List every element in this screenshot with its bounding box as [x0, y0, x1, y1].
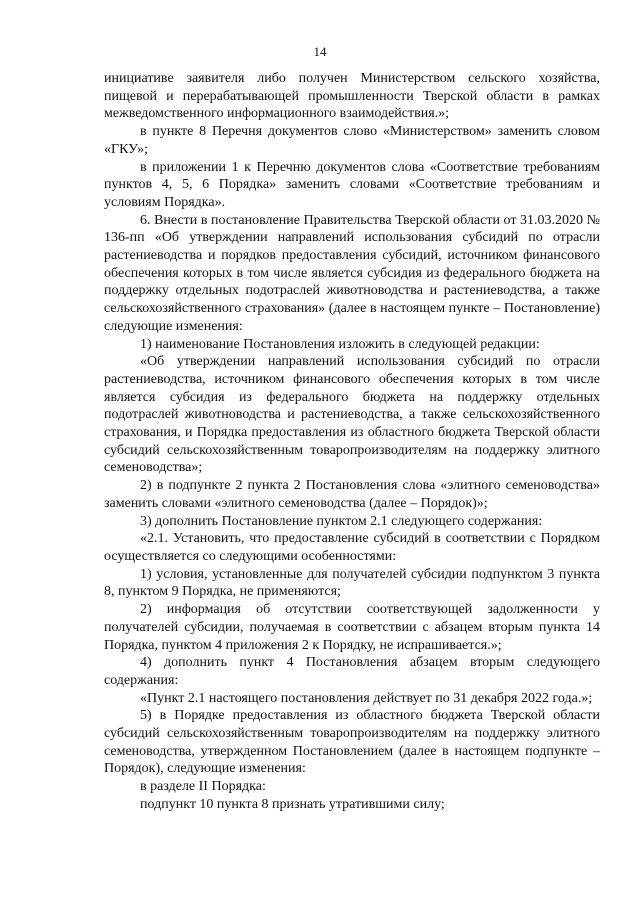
paragraph: 5) в Порядке предоставления из областного бюджета Тверской области субсидий сельскохозяйственным товаропроизводителям на поддержку элитного семеноводства, утвержденном Постановлением (далее в настоящем подпункте – Порядок), следующие изменения:	[104, 708, 600, 777]
page-number: 14	[313, 44, 327, 59]
paragraph: 1) наименование Постановления изложить в следующей редакции:	[140, 336, 540, 352]
paragraph: инициативе заявителя либо получен Министерством сельского хозяйства, пищевой и перерабатывающей промышленности Тверской области в рамках межведомственного информационного взаимодействия.»;	[104, 71, 600, 122]
document-body	[104, 70, 600, 814]
paragraph: 3) дополнить Постановление пунктом 2.1 следующего содержания:	[140, 513, 543, 529]
paragraph: 2) информация об отсутствии соответствующей задолженности у получателей субсидии, получаемая в соответствии с абзацем вторым пункта 14 Порядка, пунктом 4 приложения 2 к Порядку, не испрашивается.»;	[104, 602, 600, 653]
paragraph: «Пункт 2.1 настоящего постановления действует по 31 декабря 2022 года.»;	[140, 690, 593, 706]
paragraph: 1) условия, установленные для получателей субсидии подпунктом 3 пункта 8, пунктом 9 Порядка, не применяются;	[104, 566, 600, 600]
paragraph: в пункте 8 Перечня документов слово «Министерством» заменить словом «ГКУ»;	[104, 124, 600, 157]
paragraph: 6. Внести в постановление Правительства Тверской области от 31.03.2020 № 136-пп «Об утверждении направлений использования субсидий по отрасли растениеводства и порядков предоставления субсидий, источником финансового обеспечения которых в том числе является субсидия из федерального бюджета на поддержку отдельных подотраслей животноводства и растениеводства, а также сельскохозяйственного страхования» (далее в настоящем пункте – Постановление) следующие изменения:	[104, 212, 600, 334]
paragraph: 2) в подпункте 2 пункта 2 Постановления слова «элитного семеноводства» заменить словами «элитного семеноводства (далее – Порядок)»;	[104, 478, 600, 511]
paragraph: подпункт 10 пункта 8 признать утратившими силу;	[140, 796, 445, 812]
paragraph: «2.1. Установить, что предоставление субсидий в соответствии с Порядком осуществляется со следующими особенностями:	[104, 531, 600, 564]
paragraph: в приложении 1 к Перечню документов слова «Соответствие требованиям пунктов 4, 5, 6 Порядка» заменить словами «Соответствие требованиям и условиям Порядка».	[104, 159, 600, 210]
paragraph: 4) дополнить пункт 4 Постановления абзацем вторым следующего содержания:	[104, 655, 600, 688]
paragraph: в разделе II Порядка:	[140, 779, 266, 795]
paragraph: «Об утверждении направлений использования субсидий по отрасли растениеводства, источником финансового обеспечения которых в том числе является субсидия из федерального бюджета на поддержку отдельных подотраслей животноводства и растениеводства, а также сельскохозяйственного страхования, и Порядка предоставления из областного бюджета Тверской области субсидий сельскохозяйственным товаропроизводителям на поддержку элитного семеноводства»;	[104, 354, 600, 476]
